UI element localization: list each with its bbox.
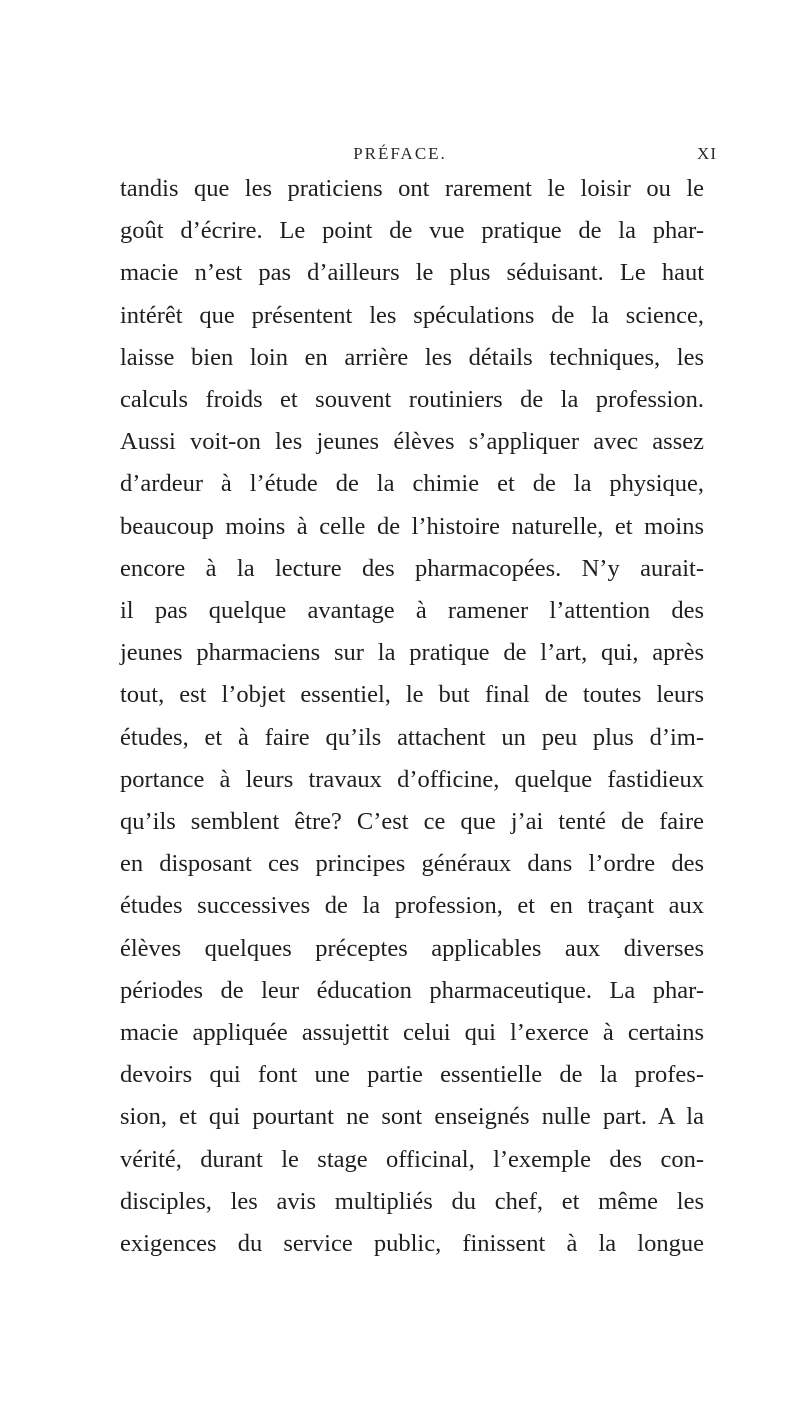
text-line: périodes de leur éducation pharmaceutique. La phar- [120, 976, 704, 1004]
text-line: élèves quelques préceptes applicables aux diverses [120, 934, 704, 962]
text-line: intérêt que présentent les spéculations de la science, [120, 301, 704, 329]
text-line: goût d’écrire. Le point de vue pratique de la phar- [120, 217, 704, 245]
text-line: encore à la lecture des pharmacopées. N’y aurait- [120, 554, 704, 582]
text-line: tandis que les praticiens ont rarement le loisir ou le [120, 175, 704, 202]
text-line: qu’ils semblent être? C’est ce que j’ai tenté de faire [120, 808, 704, 836]
text-line: tout, est l’objet essentiel, le but final de toutes leurs [120, 681, 704, 709]
text-line: d’ardeur à l’étude de la chimie et de la physique, [120, 470, 704, 498]
text-line: études successives de la profession, et en traçant aux [120, 892, 704, 920]
text-line: macie n’est pas d’ailleurs le plus séduisant. Le haut [120, 259, 704, 287]
text-line: calculs froids et souvent routiniers de la profession. [120, 386, 704, 414]
text-line: disciples, les avis multipliés du chef, et même les [120, 1187, 704, 1215]
text-line: sion, et qui pourtant ne sont enseignés nulle part. A la [120, 1103, 704, 1131]
text-line: devoirs qui font une partie essentielle de la profes- [120, 1061, 704, 1089]
text-line: il pas quelque avantage à ramener l’attention des [120, 597, 704, 625]
text-line: portance à leurs travaux d’officine, quelque fastidieux [120, 765, 704, 793]
text-line: en disposant ces principes généraux dans l’ordre des [120, 850, 704, 878]
running-title: PRÉFACE. [353, 144, 447, 163]
text-line: laisse bien loin en arrière les détails techniques, les [120, 343, 704, 371]
body-paragraph [120, 168, 704, 1265]
text-line: beaucoup moins à celle de l’histoire naturelle, et moins [120, 512, 704, 540]
text-line: études, et à faire qu’ils attachent un peu plus d’im- [120, 723, 704, 751]
text-line: Aussi voit-on les jeunes élèves s’appliquer avec assez [120, 428, 704, 456]
text-line: exigences du service public, finissent à la longue [120, 1230, 704, 1258]
text-line: vérité, durant le stage officinal, l’exemple des con- [120, 1145, 704, 1173]
text-line: jeunes pharmaciens sur la pratique de l’art, qui, après [120, 639, 704, 667]
page-number: XI [697, 144, 717, 163]
text-line: macie appliquée assujettit celui qui l’exerce à certains [120, 1019, 704, 1047]
